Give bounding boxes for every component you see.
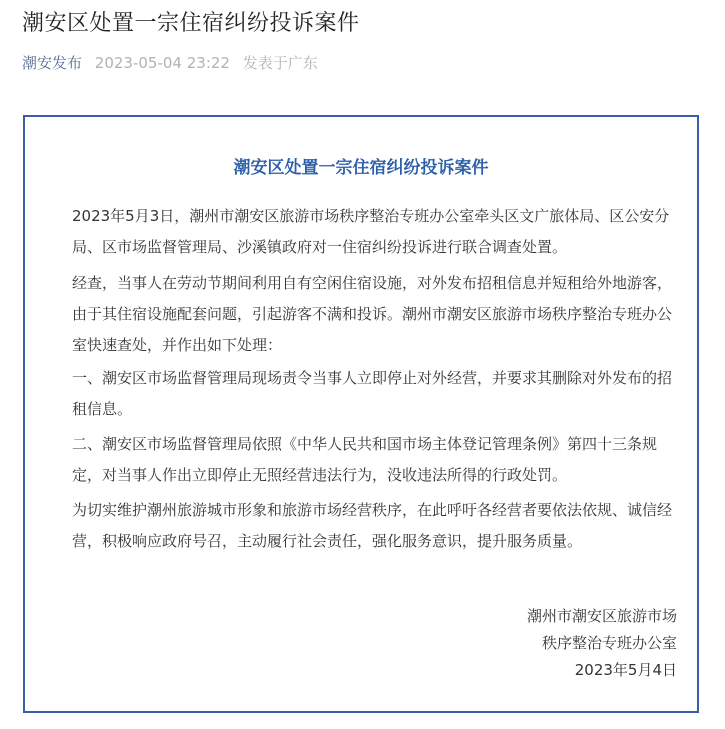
notice-title: 潮安区处置一宗住宿纠纷投诉案件 [233,158,489,178]
article-title: 潮安区处置一宗住宿纠纷投诉案件 [22,11,360,36]
signature-office-line2: 秩序整治专班办公室 [541,634,677,652]
notice-paragraph: 为切实维护潮州旅游城市形象和旅游市场经营秩序，在此呼吁各经营者要依法依规、诚信经营，积极响应政府号召，主动履行社会责任，强化服务意识，提升服务质量。 [72,501,673,550]
signature-office-line1: 潮州市潮安区旅游市场 [526,607,677,625]
notice-paragraph: 二、潮安区市场监督管理局依照《中华人民共和国市场主体登记管理条例》第四十三条规定，对当事人作出立即停止无照经营违法行为，没收违法所得的行政处罚。 [72,435,658,484]
signature-date: 2023年5月4日 [574,661,677,679]
notice-paragraph: 2023年5月3日，潮州市潮安区旅游市场秩序整治专班办公室牵头区文广旅体局、区公安分局、区市场监督管理局、沙溪镇政府对一住宿纠纷投诉进行联合调查处置。 [72,207,670,256]
notice-paragraph: 经查，当事人在劳动节期间利用自有空闲住宿设施，对外发布招租信息并短租给外地游客，由于其住宿设施配套问题，引起游客不满和投诉。潮州市潮安区旅游市场秩序整治专班办公室快速查处，并作出如下处理： [72,274,673,354]
publish-location: 发表于广东 [242,54,318,72]
article-meta [22,53,318,73]
account-link[interactable]: 潮安发布 [22,54,83,72]
notice-frame [23,115,699,713]
publish-time: 2023-05-04 23:22 [94,54,230,72]
notice-signature [527,603,677,684]
notice-paragraph: 一、潮安区市场监督管理局现场责令当事人立即停止对外经营，并要求其删除对外发布的招租信息。 [72,369,673,418]
